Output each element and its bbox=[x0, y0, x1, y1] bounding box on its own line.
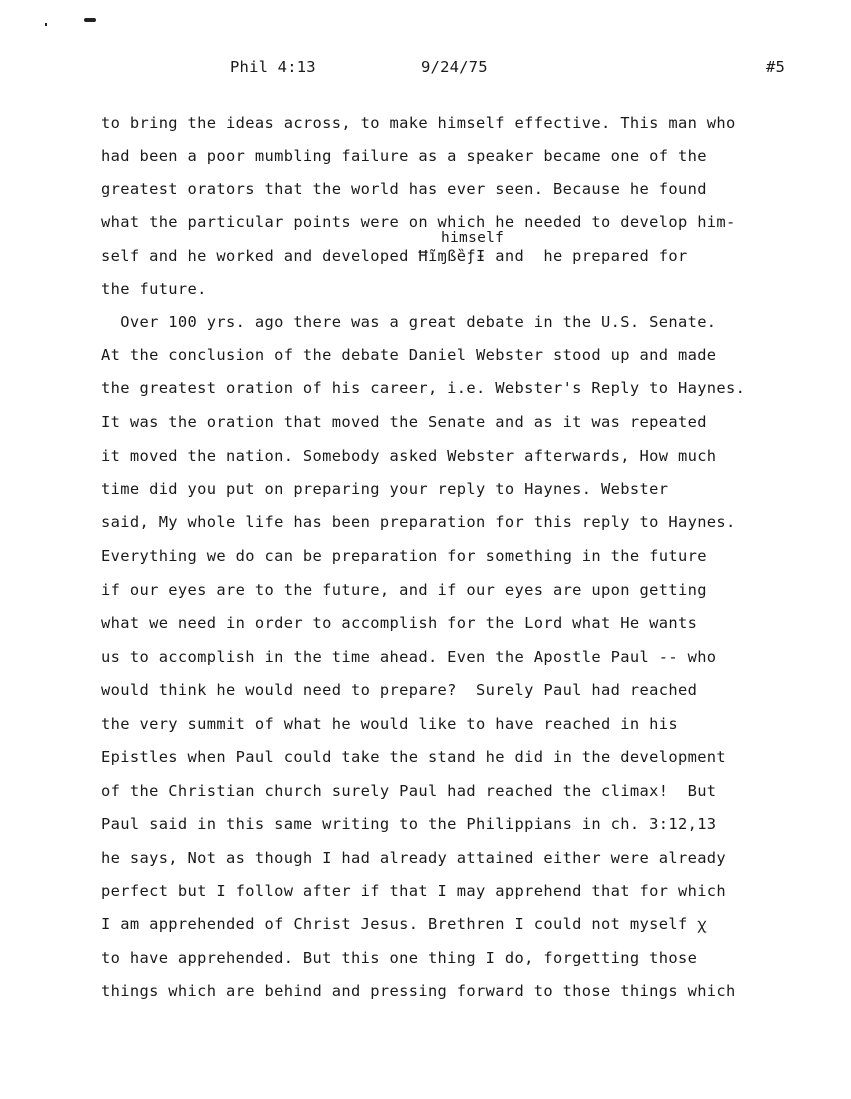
text-line: Paul said in this same writing to the Philippians in ch. 3:12,13 bbox=[101, 815, 717, 833]
interlinear-correction: himself bbox=[441, 230, 505, 246]
text-line: what we need in order to accomplish for the Lord what He wants bbox=[101, 614, 698, 632]
text-line: of the Christian church surely Paul had reached the climax! But bbox=[101, 782, 717, 800]
text-line: us to accomplish in the time ahead. Even the Apostle Paul -- who bbox=[101, 648, 717, 666]
text-line: I am apprehended of Christ Jesus. Brethren I could not myself ꭓ bbox=[101, 915, 707, 933]
text-line: if our eyes are to the future, and if our eyes are upon getting bbox=[101, 581, 707, 599]
scan-speck bbox=[84, 18, 96, 22]
text-line: what the particular points were on which he needed to develop him- bbox=[101, 213, 736, 231]
text-line: said, My whole life has been preparation for this reply to Haynes. bbox=[101, 513, 736, 531]
text-line: things which are behind and pressing forward to those things which bbox=[101, 982, 736, 1000]
text-line: the very summit of what he would like to have reached in his bbox=[101, 715, 678, 733]
text-line: perfect but I follow after if that I may apprehend that for which bbox=[101, 882, 727, 900]
page-number: #5 bbox=[766, 58, 786, 76]
text-line: had been a poor mumbling failure as a speaker became one of the bbox=[101, 147, 707, 165]
text-line: he says, Not as though I had already attained either were already bbox=[101, 849, 727, 867]
text-line: the future. bbox=[101, 280, 207, 298]
text-line: the greatest oration of his career, i.e. Webster's Reply to Haynes. bbox=[101, 379, 746, 397]
text-line: Epistles when Paul could take the stand he did in the development bbox=[101, 748, 727, 766]
text-line: it moved the nation. Somebody asked Webster afterwards, How much bbox=[101, 447, 717, 465]
text-line: It was the oration that moved the Senate and as it was repeated bbox=[101, 413, 707, 431]
scan-speck bbox=[45, 23, 47, 26]
text-line: to bring the ideas across, to make himself effective. This man who bbox=[101, 114, 736, 132]
text-line: Over 100 yrs. ago there was a great debate in the U.S. Senate. bbox=[101, 313, 717, 331]
text-line: self and he worked and developed ĦĩɱßȅƒƗ and he prepared for bbox=[101, 247, 688, 265]
scripture-reference: Phil 4:13 bbox=[230, 58, 316, 76]
text-line: to have apprehended. But this one thing I do, forgetting those bbox=[101, 949, 698, 967]
text-line: greatest orators that the world has ever seen. Because he found bbox=[101, 180, 707, 198]
text-line: would think he would need to prepare? Surely Paul had reached bbox=[101, 681, 698, 699]
text-line: time did you put on preparing your reply to Haynes. Webster bbox=[101, 480, 669, 498]
document-date: 9/24/75 bbox=[421, 58, 488, 76]
text-line: Everything we do can be preparation for something in the future bbox=[101, 547, 707, 565]
text-line: At the conclusion of the debate Daniel Webster stood up and made bbox=[101, 346, 717, 364]
